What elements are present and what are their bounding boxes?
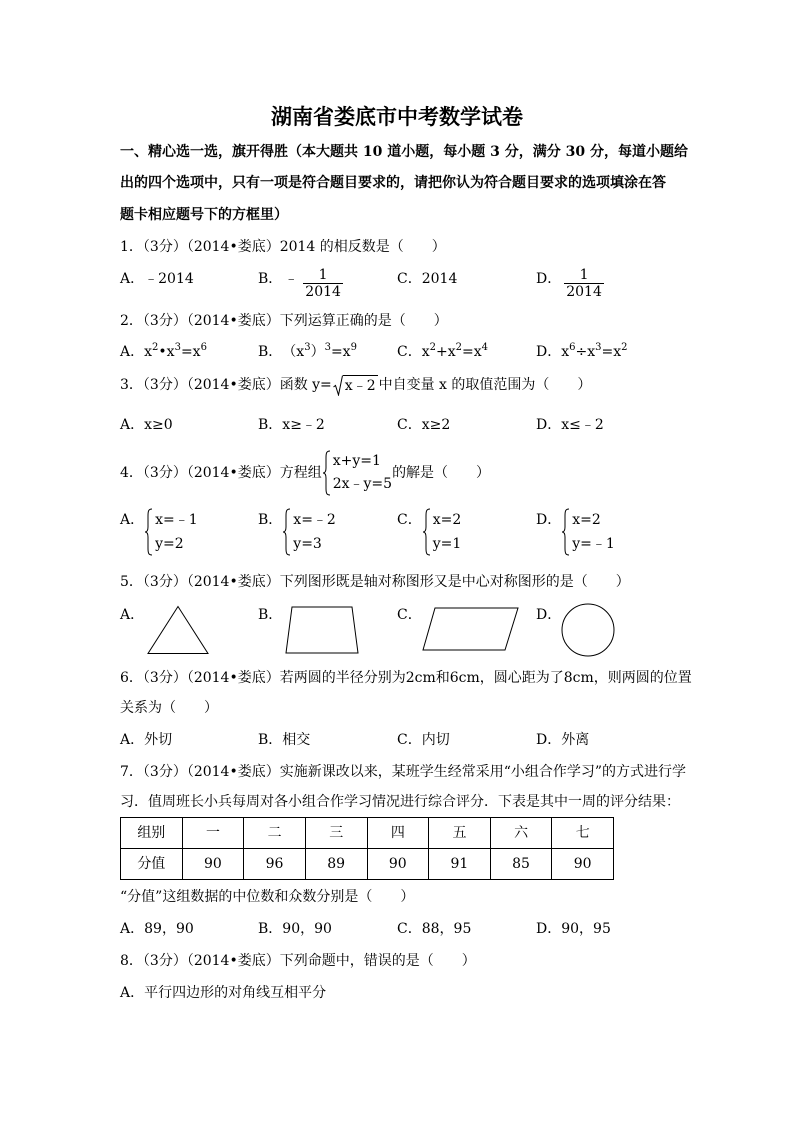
question-4-option-a <box>120 508 198 556</box>
exponent: 4 <box>481 342 489 353</box>
option-text: 88，95 <box>421 921 472 937</box>
solution-y: y=3 <box>293 536 322 552</box>
term: x <box>421 344 430 360</box>
option-label: C． <box>397 344 422 360</box>
question-6-option-d <box>536 731 589 749</box>
question-4-option-d <box>536 508 615 556</box>
table-cell: 96 <box>244 849 306 880</box>
option-label: A． <box>120 732 145 748</box>
question-3-option-d <box>536 416 604 434</box>
question-3-stem <box>120 374 591 396</box>
stem-text: 4．（3分）（2014•娄底）方程组 <box>120 465 322 481</box>
section-heading-line-3: 题卡相应题号下的方框里） <box>120 207 288 223</box>
option-label: A． <box>120 921 145 937</box>
question-6-option-a <box>120 731 172 749</box>
exponent: 3 <box>595 342 602 353</box>
option-label: A． <box>120 271 145 287</box>
option-label: B． <box>258 344 283 360</box>
question-2-option-d <box>536 343 628 361</box>
parallelogram-icon <box>421 606 521 652</box>
table-cell: 分值 <box>121 849 183 880</box>
option-label: A． <box>120 512 145 528</box>
option-label: D． <box>536 512 562 528</box>
option-expression <box>144 343 207 361</box>
option-label: D． <box>536 607 562 623</box>
left-brace-icon <box>282 508 291 556</box>
solution-system <box>155 508 198 556</box>
option-label: B． <box>258 732 283 748</box>
question-2-stem: 2．（3分）（2014•娄底）下列运算正确的是（ ） <box>120 313 448 329</box>
exponent: 3 <box>174 342 181 353</box>
table-header-row <box>121 818 614 849</box>
question-8-stem: 8．（3分）（2014•娄底）下列命题中，错误的是（ ） <box>120 953 476 969</box>
stem-text: 的解是（ ） <box>392 465 491 481</box>
exponent: 3 <box>324 342 331 353</box>
exponent: 2 <box>455 342 463 353</box>
table-cell: 90 <box>552 849 614 880</box>
section-heading-line-2: 出的四个选项中，只有一项是符合题目要求的，请把你认为符合题目要求的选项填涂在答 <box>120 175 666 191</box>
table-cell: 一 <box>182 818 244 849</box>
exponent: 9 <box>350 342 357 353</box>
question-7-stem-line-2: 习．值周班长小兵每周对各小组合作学习情况进行综合评分．下表是其中一周的评分结果： <box>120 794 680 810</box>
solution-y: y=﹣1 <box>572 536 615 552</box>
question-7-stem-line-1: 7．（3分）（2014•娄底）实施新课改以来，某班学生经常采用“小组合作学习”的方式进行学 <box>120 764 687 780</box>
solution-x: x=2 <box>432 512 462 528</box>
option-label: A． <box>120 417 145 433</box>
question-5-option-a-label <box>120 606 144 624</box>
table-cell: 85 <box>490 849 552 880</box>
table-cell: 六 <box>490 818 552 849</box>
section-heading-line-1: 一、精心选一选，旗开得胜（本大题共 10 道小题，每小题 3 分，满分 30 分，每道小题给 <box>120 144 688 160</box>
left-brace-icon <box>561 508 570 556</box>
triangle-icon <box>146 605 210 655</box>
exponent: 3 <box>304 342 311 353</box>
question-4-option-c <box>397 508 461 556</box>
option-text: 平行四边形的对角线互相平分 <box>144 985 327 1001</box>
solution-y: y=1 <box>432 536 462 552</box>
stem-text: 3．（3分）（2014•娄底）函数 y= <box>120 377 332 393</box>
option-label: A． <box>120 985 145 1001</box>
option-label: D． <box>536 921 562 937</box>
radicand: x﹣2 <box>343 375 378 395</box>
question-6-stem-line-2: 关系为（ ） <box>120 700 218 716</box>
equation: x+y=1 <box>332 453 381 469</box>
term: ÷x <box>575 344 596 360</box>
option-text: x≤﹣2 <box>561 417 604 433</box>
question-2-option-c <box>397 343 488 361</box>
fraction-denominator: 2014 <box>566 284 602 300</box>
trapezoid-icon <box>284 605 360 655</box>
question-8-option-a <box>120 984 326 1002</box>
question-6-stem-line-1: 6．（3分）（2014•娄底）若两圆的半径分别为2cm和6cm，圆心距为了8cm，则两圆的位置 <box>120 670 692 686</box>
option-label: C． <box>397 512 422 528</box>
question-5-option-c-label <box>397 606 422 624</box>
option-label: A． <box>120 344 145 360</box>
solution-x: x=﹣2 <box>293 512 336 528</box>
option-label: C． <box>397 607 422 623</box>
option-text: x≥2 <box>421 417 451 433</box>
fraction-numerator: 1 <box>318 267 328 283</box>
question-7-option-a <box>120 920 194 938</box>
table-cell: 二 <box>244 818 306 849</box>
left-brace-icon <box>144 508 153 556</box>
solution-system <box>293 508 336 556</box>
fraction <box>303 267 343 300</box>
question-1-stem: 1．（3分）（2014•娄底）2014 的相反数是（ ） <box>120 239 446 255</box>
option-text: x≥0 <box>144 417 173 433</box>
question-3-option-b <box>258 416 325 434</box>
solution-y: y=2 <box>155 536 184 552</box>
option-label: C． <box>397 417 422 433</box>
solution-x: x=2 <box>572 512 601 528</box>
question-5-option-b-label <box>258 606 282 624</box>
option-label: B． <box>258 512 283 528</box>
stem-text: 中自变量 x 的取值范围为（ ） <box>378 377 592 393</box>
term: =x <box>601 344 622 360</box>
option-label: B． <box>258 921 283 937</box>
term: =x <box>330 344 351 360</box>
question-2-option-a <box>120 343 207 361</box>
solution-x: x=﹣1 <box>155 512 198 528</box>
option-expression <box>561 343 627 361</box>
question-6-option-b <box>258 731 310 749</box>
option-expression <box>422 343 488 361</box>
option-label: C． <box>397 732 422 748</box>
exponent: 2 <box>152 342 159 353</box>
term: =x <box>180 344 201 360</box>
option-label: C． <box>397 271 422 287</box>
option-label: B． <box>258 607 283 623</box>
table-cell: 五 <box>429 818 491 849</box>
table-cell: 三 <box>305 818 367 849</box>
question-7-option-c <box>397 920 471 938</box>
question-1-option-b <box>258 267 343 303</box>
term: =x <box>462 344 482 360</box>
radical-sign-icon <box>333 375 343 396</box>
table-cell: 组别 <box>121 818 183 849</box>
table-cell: 90 <box>367 849 429 880</box>
question-7-option-d <box>536 920 611 938</box>
option-text: 90，90 <box>282 921 332 937</box>
option-text: 89，90 <box>144 921 194 937</box>
option-text: x≥﹣2 <box>282 417 325 433</box>
option-text: 相交 <box>282 732 311 748</box>
option-text: ﹣2014 <box>144 271 194 287</box>
question-7-option-b <box>258 920 332 938</box>
option-label: C． <box>397 921 422 937</box>
option-text: 外切 <box>144 732 173 748</box>
option-label: B． <box>258 271 283 287</box>
question-3-option-a <box>120 416 173 434</box>
term: •x <box>158 344 175 360</box>
option-label: D． <box>536 344 562 360</box>
option-text: 2014 <box>421 271 458 287</box>
question-1-option-d <box>536 267 604 303</box>
solution-system <box>433 508 462 556</box>
table-cell: 七 <box>552 818 614 849</box>
table-row <box>121 849 614 880</box>
term: ） <box>310 344 325 360</box>
question-5-stem: 5．（3分）（2014•娄底）下列图形既是轴对称图形又是中心对称图形的是（ ） <box>120 574 630 590</box>
fraction-denominator: 2014 <box>305 284 341 300</box>
option-label: D． <box>536 271 562 287</box>
fraction <box>564 267 604 300</box>
term: x <box>561 344 570 360</box>
option-label: B． <box>258 417 283 433</box>
table-cell: 89 <box>305 849 367 880</box>
option-expression <box>282 343 357 361</box>
equation-system <box>333 450 392 496</box>
question-2-option-b <box>258 343 357 361</box>
left-brace-icon <box>322 450 331 496</box>
exponent: 6 <box>569 342 576 353</box>
equation: 2x﹣y=5 <box>332 476 393 492</box>
option-text: 90，95 <box>561 921 611 937</box>
option-text: 内切 <box>421 732 450 748</box>
option-label: D． <box>536 417 562 433</box>
option-text: 外离 <box>561 732 590 748</box>
question-5-option-d-label <box>536 606 561 624</box>
term: （x <box>282 344 305 360</box>
exponent: 6 <box>200 342 207 353</box>
left-brace-icon <box>422 508 431 556</box>
fraction-numerator: 1 <box>579 267 589 283</box>
minus-sign: ﹣ <box>284 271 299 287</box>
solution-system <box>572 508 615 556</box>
table-cell: 91 <box>429 849 491 880</box>
question-4-option-b <box>258 508 336 556</box>
question-4-stem <box>120 450 490 496</box>
option-label: A． <box>120 607 145 623</box>
question-6-option-c <box>397 731 450 749</box>
term: x <box>144 344 153 360</box>
page-title: 湖南省娄底市中考数学试卷 <box>271 104 523 129</box>
term: +x <box>436 344 456 360</box>
exponent: 2 <box>621 342 628 353</box>
exponent: 2 <box>429 342 436 353</box>
table-cell: 四 <box>367 818 429 849</box>
option-label: D． <box>536 732 562 748</box>
question-1-option-c <box>397 270 457 288</box>
table-cell: 90 <box>182 849 244 880</box>
question-7-question: “分值”这组数据的中位数和众数分别是（ ） <box>120 889 415 905</box>
score-table <box>120 817 614 880</box>
circle-icon <box>561 603 615 657</box>
question-1-option-a <box>120 270 194 288</box>
question-3-option-c <box>397 416 450 434</box>
square-root <box>333 375 378 396</box>
